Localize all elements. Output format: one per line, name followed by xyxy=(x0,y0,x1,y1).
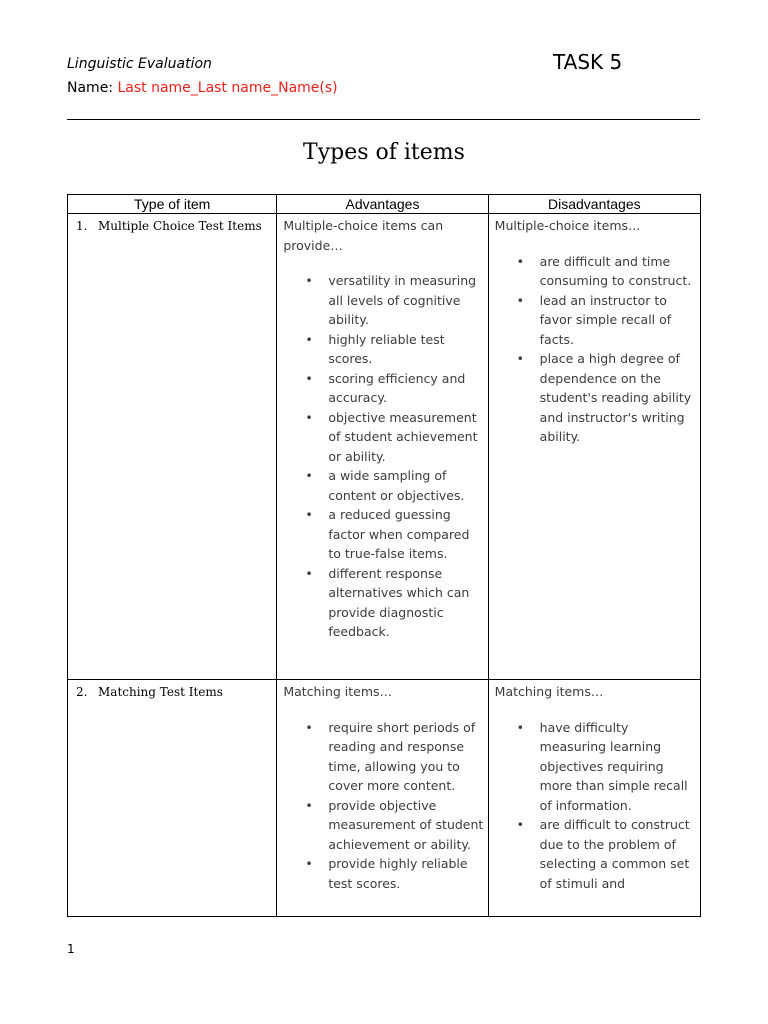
list-item: • scoring efficiency and accuracy. xyxy=(328,369,483,408)
list-item: • different response alternatives which can provide diagnostic feedback. xyxy=(328,564,483,642)
advantages-cell xyxy=(277,214,488,680)
disadvantages-intro: Multiple-choice items… xyxy=(494,218,641,233)
advantages-list xyxy=(283,271,483,642)
list-item: • lead an instructor to favor simple recall of facts. xyxy=(540,291,696,350)
disadvantages-cell xyxy=(488,214,700,680)
table-header-row xyxy=(68,195,701,214)
advantages-cell xyxy=(277,680,488,917)
page-number: 1 xyxy=(67,942,75,956)
name-value: Last name_Last name_Name(s) xyxy=(117,80,338,96)
task-label: TASK 5 xyxy=(553,50,623,74)
list-item: • have difficulty measuring learning objectives requiring more than simple recall of information. xyxy=(540,718,696,816)
list-item: • are difficult and time consuming to construct. xyxy=(540,252,696,291)
course-title: Linguistic Evaluation xyxy=(67,56,212,72)
item-number: 2. xyxy=(76,685,88,699)
disadvantages-cell xyxy=(488,680,700,917)
name-line xyxy=(67,80,338,96)
disadvantages-list xyxy=(495,252,696,447)
disadvantages-list xyxy=(495,718,696,894)
page-title: Types of items xyxy=(303,140,465,165)
advantages-intro: Multiple-choice items can provide… xyxy=(283,218,444,253)
item-type-cell xyxy=(68,214,277,680)
list-item: • objective measurement of student achievement or ability. xyxy=(328,408,483,467)
name-label: Name: xyxy=(67,80,118,96)
item-type-name: Multiple Choice Test Items xyxy=(98,219,262,233)
advantages-intro: Matching items… xyxy=(283,684,393,699)
table-row xyxy=(68,680,701,917)
list-item: • are difficult to construct due to the problem of selecting a common set of stimuli and xyxy=(540,815,696,893)
header-type-of-item: Type of item xyxy=(68,195,277,214)
item-type-cell xyxy=(68,680,277,917)
list-item: • versatility in measuring all levels of cognitive ability. xyxy=(328,271,483,330)
header-divider xyxy=(67,119,700,120)
items-table xyxy=(67,194,701,917)
disadvantages-intro: Matching items… xyxy=(494,684,604,699)
list-item: • a reduced guessing factor when compared to true-false items. xyxy=(328,505,483,564)
list-item: • a wide sampling of content or objectives. xyxy=(328,466,483,505)
item-number: 1. xyxy=(76,219,88,233)
advantages-list xyxy=(283,718,483,894)
header-disadvantages: Disadvantages xyxy=(488,195,700,214)
header-advantages: Advantages xyxy=(277,195,488,214)
list-item: • highly reliable test scores. xyxy=(328,330,483,369)
list-item: • provide highly reliable test scores. xyxy=(328,854,483,893)
list-item: • require short periods of reading and response time, allowing you to cover more content. xyxy=(328,718,483,796)
table-row xyxy=(68,214,701,680)
list-item: • provide objective measurement of student achievement or ability. xyxy=(328,796,483,855)
list-item: • place a high degree of dependence on the student's reading ability and instructor's writing ability. xyxy=(540,349,696,447)
item-type-name: Matching Test Items xyxy=(98,685,223,699)
